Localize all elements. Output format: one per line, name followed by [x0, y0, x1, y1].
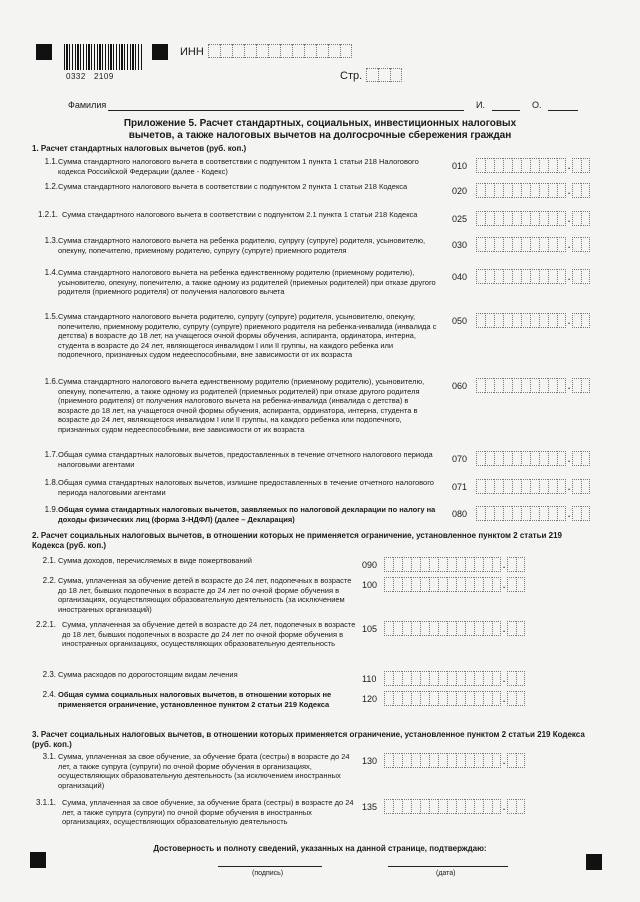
kopecks-cells[interactable]: [572, 313, 590, 328]
amount-field-135[interactable]: [384, 799, 525, 814]
rubles-cells[interactable]: [476, 378, 566, 393]
rubles-cells[interactable]: [384, 557, 501, 572]
row-number: 1.2.: [44, 182, 58, 191]
rubles-cells[interactable]: [384, 753, 501, 768]
row-description: Общая сумма стандартных налоговых вычетов, заявляемых по налоговой декларации по налогу на доходы физических лиц (форма 3-НДФЛ) (далее – Декларация): [58, 505, 436, 524]
row-code: 090: [362, 560, 378, 570]
row-number: 1.5.: [44, 312, 58, 321]
row-code: 050: [452, 316, 468, 326]
amount-field-060[interactable]: [476, 378, 590, 393]
decimal-point: .: [567, 211, 571, 225]
row-number: 1.3.: [44, 236, 58, 245]
page-title: Приложение 5. Расчет стандартных, социальных, инвестиционных налоговых вычетов, а также налоговых вычетов на долгосрочные сбережения граждан: [123, 118, 517, 141]
amount-field-025[interactable]: [476, 211, 590, 226]
rubles-cells[interactable]: [384, 577, 501, 592]
row-description: Сумма стандартного налогового вычета единственному родителю (приемному родителю), усыновителю, опекуну, попечителю, а также одному из родителей (приемных родителей) при отказе другого родителя (приемного родителя) от получения налогового вычета на ребенка-инвалида (инвалида с детства) в возрасте до 18 лет, на учащегося очной формы обучения, аспиранта, ординатора, интерна, студента в возрасте до 24 лет, являющегося инвалидом I или II группы, на каждого ребенка или подопечного, признанных судом недееспособными, вне зависимости от их возраста: [58, 377, 425, 434]
row-number: 1.7.: [44, 450, 58, 459]
kopecks-cells[interactable]: [507, 577, 525, 592]
decimal-point: .: [567, 451, 571, 465]
kopecks-cells[interactable]: [507, 753, 525, 768]
row-code: 071: [452, 482, 468, 492]
surname-label: Фамилия: [68, 100, 107, 110]
kopecks-cells[interactable]: [507, 671, 525, 686]
row-code: 110: [362, 674, 377, 684]
row-code: 020: [452, 186, 468, 196]
kopecks-cells[interactable]: [507, 799, 525, 814]
amount-field-090[interactable]: [384, 557, 525, 572]
date-label: (дата): [436, 870, 456, 877]
kopecks-cells[interactable]: [572, 506, 590, 521]
decimal-point: .: [567, 378, 571, 392]
initial-i-field[interactable]: [492, 110, 520, 111]
row-description: Общая сумма стандартных налоговых вычетов, предоставленных в течение отчетного налогового периода налоговыми агентами: [58, 450, 433, 469]
signature-field[interactable]: [218, 866, 322, 867]
corner-marker-bottom-left: [30, 852, 46, 868]
row-description: Сумма расходов по дорогостоящим видам лечения: [58, 670, 238, 679]
row-code: 130: [362, 756, 378, 766]
decimal-point: .: [567, 506, 571, 520]
row-code: 070: [452, 454, 468, 464]
row-number: 1.4.: [44, 268, 58, 277]
kopecks-cells[interactable]: [507, 691, 525, 706]
row-number: 2.2.1.: [35, 620, 56, 629]
amount-field-040[interactable]: [476, 269, 590, 284]
row-number: 1.1.: [44, 157, 58, 166]
row-number: 2.1.: [42, 556, 56, 565]
decimal-point: .: [567, 237, 571, 251]
kopecks-cells[interactable]: [572, 269, 590, 284]
kopecks-cells[interactable]: [572, 211, 590, 226]
rubles-cells[interactable]: [476, 479, 566, 494]
rubles-cells[interactable]: [476, 451, 566, 466]
rubles-cells[interactable]: [476, 313, 566, 328]
row-number: 2.4.: [42, 690, 56, 699]
row-code: 030: [452, 240, 468, 250]
row-description: Сумма стандартного налогового вычета в соответствии с подпунктом 2 пункта 1 статьи 218 Кодекса: [58, 182, 408, 191]
row-code: 040: [452, 272, 468, 282]
kopecks-cells[interactable]: [507, 557, 525, 572]
section-3-title: 3. Расчет социальных налоговых вычетов, в отношении которых применяется ограничение, установленное пунктом 2 статьи 219 Кодекса (руб. коп.): [32, 730, 585, 749]
decimal-point: .: [502, 753, 506, 767]
row-description: Сумма стандартного налогового вычета в соответствии с подпунктом 2.1 пункта 1 статьи 218 Кодекса: [62, 210, 418, 219]
row-description: Сумма стандартного налогового вычета на ребенка единственному родителю (приемному родителю), усыновителю, опекуну, попечителю, а также одному из родителей (приемных родителей) при отказе другого родителя (приемного родителя) от получения налогового вычета: [58, 268, 436, 296]
decimal-point: .: [567, 313, 571, 327]
rubles-cells[interactable]: [476, 506, 566, 521]
row-number: 1.6.: [44, 377, 58, 386]
confirmation-statement: Достоверность и полноту сведений, указанных на данной странице, подтверждаю:: [153, 844, 487, 853]
row-description: Сумма доходов, перечисляемых в виде пожертвований: [58, 556, 252, 565]
amount-field-010[interactable]: [476, 158, 590, 173]
row-description: Общая сумма социальных налоговых вычетов, в отношении которых не применяется ограничение, установленное пунктом 2 статьи 219 Кодекса: [58, 690, 332, 709]
section-1-title: 1. Расчет стандартных налоговых вычетов (руб. коп.): [32, 144, 247, 153]
corner-marker-bottom-right: [586, 854, 602, 870]
signature-label: (подпись): [252, 870, 284, 877]
row-number: 3.1.1.: [35, 798, 56, 807]
kopecks-cells[interactable]: [572, 479, 590, 494]
decimal-point: .: [567, 183, 571, 197]
kopecks-cells[interactable]: [572, 378, 590, 393]
rubles-cells[interactable]: [476, 183, 566, 198]
barcode-number: 0332 2109: [66, 72, 114, 81]
decimal-point: .: [502, 621, 506, 635]
row-description: Общая сумма стандартных налоговых вычетов, излишне предоставленных в течение отчетного налогового периода налоговыми агентами: [58, 478, 434, 497]
row-description: Сумма, уплаченная за свое обучение, за обучение брата (сестры) в возрасте до 24 лет, а также супруга (супруги) по очной форме обучения в иностранных организациях, осуществляющих образовательную деятельность: [62, 798, 354, 826]
rubles-cells[interactable]: [476, 269, 566, 284]
row-code: 060: [452, 381, 468, 391]
rubles-cells[interactable]: [384, 691, 501, 706]
kopecks-cells[interactable]: [507, 621, 525, 636]
rubles-cells[interactable]: [384, 621, 501, 636]
page-label: Стр.: [340, 70, 363, 82]
initial-o-label: О.: [532, 100, 542, 110]
row-description: Сумма стандартного налогового вычета на ребенка родителю, супругу (супруге) родителя, усыновителю, опекуну, попечителю, приемному родителю, супругу (супруге) приемного родителя: [58, 236, 426, 255]
row-code: 010: [452, 161, 468, 171]
amount-field-110[interactable]: [384, 671, 525, 686]
inn-input-cells[interactable]: [208, 44, 352, 58]
decimal-point: .: [502, 691, 506, 705]
kopecks-cells[interactable]: [572, 451, 590, 466]
initial-i-label: И.: [476, 100, 485, 110]
amount-field-080[interactable]: [476, 506, 590, 521]
decimal-point: .: [567, 158, 571, 172]
kopecks-cells[interactable]: [572, 183, 590, 198]
row-code: 100: [362, 580, 378, 590]
row-number: 3.1.: [42, 752, 56, 761]
page-number-cells[interactable]: [366, 68, 402, 82]
amount-field-105[interactable]: [384, 621, 525, 636]
row-number: 1.8.: [44, 478, 58, 487]
rubles-cells[interactable]: [384, 799, 501, 814]
rubles-cells[interactable]: [384, 671, 501, 686]
row-number: 1.2.1.: [37, 210, 58, 219]
corner-marker-top-left: [36, 44, 52, 60]
row-code: 120: [362, 694, 378, 704]
row-description: Сумма, уплаченная за обучение детей в возрасте до 24 лет, подопечных в возрасте до 18 лет, бывших подопечных в возрасте до 24 лет по очной форме обучения в иностранных организациях, осуществляющих образовательную деятельность: [62, 620, 356, 648]
row-code: 135: [362, 802, 378, 812]
decimal-point: .: [567, 269, 571, 283]
row-description: Сумма стандартного налогового вычета родителю, супругу (супруге) родителя, усыновителю, опекуну, попечителю, приемному родителю, супругу (супруге) приемного родителя на ребенка-инвалида (инвалида с детства) в возрасте до 18 лет, на учащегося очной формы обучения, аспиранта, ординатора, интерна, студента в возрасте до 24 лет, являющегося инвалидом I или II группы, на каждого ребенка или подопечного, признанных судом недееспособными, вне зависимости от их возраста: [58, 312, 437, 359]
amount-field-130[interactable]: [384, 753, 525, 768]
corner-marker-top-right: [152, 44, 168, 60]
initial-o-field[interactable]: [548, 110, 578, 111]
surname-field[interactable]: [108, 110, 464, 111]
row-description: Сумма стандартного налогового вычета в соответствии с подпунктом 1 пункта 1 статьи 218 Налогового кодекса Российской Федерации (далее - Кодекс): [58, 157, 419, 176]
row-description: Сумма, уплаченная за свое обучение, за обучение брата (сестры) в возрасте до 24 лет, а также супруга (супруги) по очной форме обучения в организациях, осуществляющих образовательную деятельность (за исключением иностранных организаций): [58, 752, 350, 790]
row-number: 2.2.: [42, 576, 56, 585]
section-2-title: 2. Расчет социальных налоговых вычетов, в отношении которых не применяется ограничение, установленное пунктом 2 статьи 219 Кодекса (руб. коп.): [32, 531, 562, 550]
rubles-cells[interactable]: [476, 211, 566, 226]
decimal-point: .: [567, 479, 571, 493]
decimal-point: .: [502, 671, 506, 685]
amount-field-030[interactable]: [476, 237, 590, 252]
date-field[interactable]: [388, 866, 508, 867]
amount-field-071[interactable]: [476, 479, 590, 494]
barcode-image: [64, 44, 142, 70]
kopecks-cells[interactable]: [572, 158, 590, 173]
amount-field-070[interactable]: [476, 451, 590, 466]
rubles-cells[interactable]: [476, 158, 566, 173]
amount-field-120[interactable]: [384, 691, 525, 706]
kopecks-cells[interactable]: [572, 237, 590, 252]
row-number: 1.9.: [44, 505, 58, 514]
rubles-cells[interactable]: [476, 237, 566, 252]
row-description: Сумма, уплаченная за обучение детей в возрасте до 24 лет, подопечных в возрасте до 18 лет, бывших подопечных в возрасте до 24 лет по очной форме обучения в организациях, осуществляющих образовательную деятельность (за исключением иностранных организаций): [58, 576, 352, 614]
row-code: 105: [362, 624, 378, 634]
decimal-point: .: [502, 799, 506, 813]
decimal-point: .: [502, 577, 506, 591]
row-number: 2.3.: [42, 670, 56, 679]
amount-field-020[interactable]: [476, 183, 590, 198]
amount-field-050[interactable]: [476, 313, 590, 328]
decimal-point: .: [502, 557, 506, 571]
row-code: 025: [452, 214, 468, 224]
inn-label: ИНН: [180, 46, 204, 58]
row-code: 080: [452, 509, 468, 519]
amount-field-100[interactable]: [384, 577, 525, 592]
